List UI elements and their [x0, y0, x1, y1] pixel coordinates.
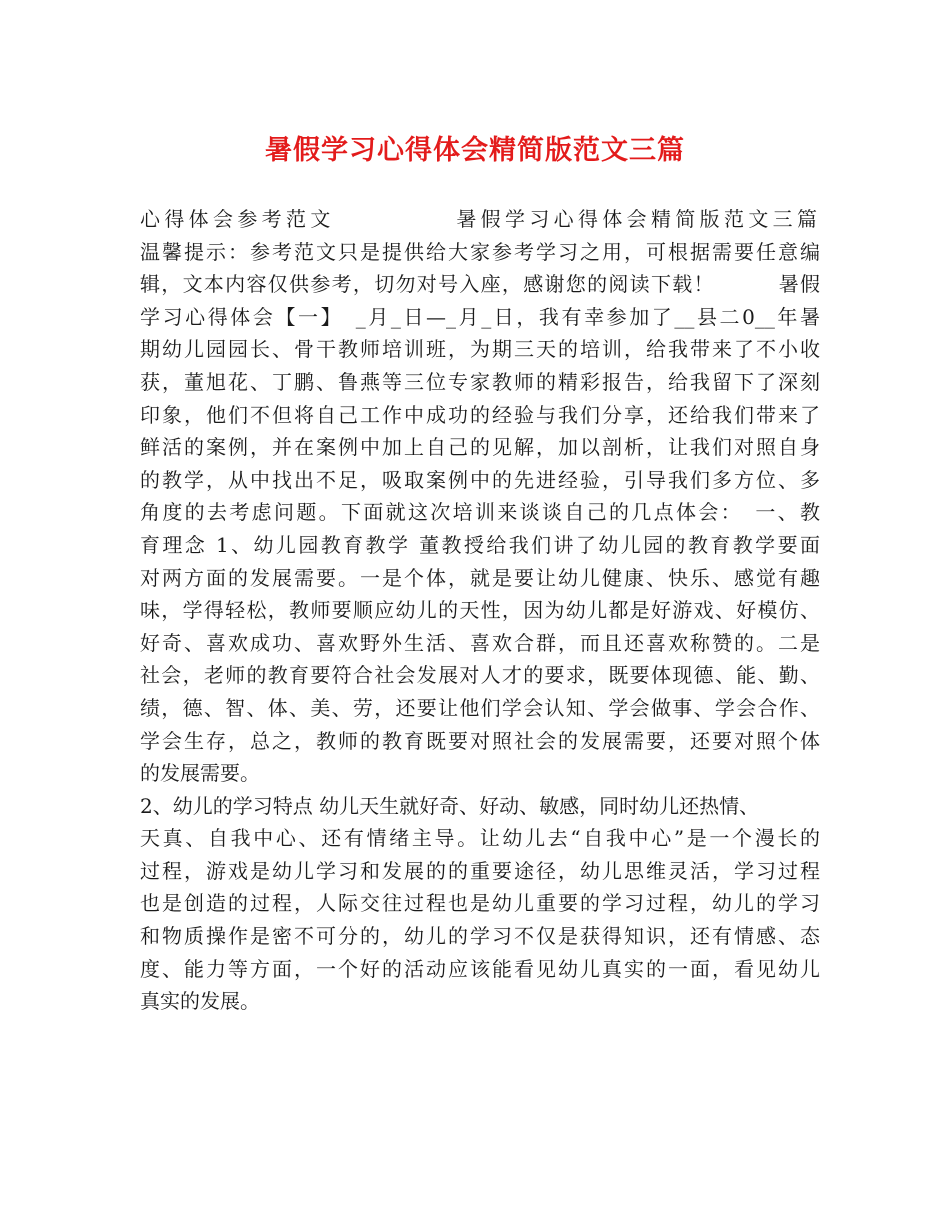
body-text-line: 过程，游戏是幼儿学习和发展的的重要途径，幼儿思维灵活，学习过程: [140, 858, 820, 883]
document-title: 暑假学习心得体会精简版范文三篇: [265, 135, 685, 166]
body-text-line: 育理念 1、幼儿园教育教学 董教授给我们讲了幼儿园的教育教学要面: [140, 532, 820, 557]
body-text-line: 真实的发展。: [140, 989, 260, 1014]
body-text-line: 对两方面的发展需要。一是个体，就是要让幼儿健康、快乐、感觉有趣: [140, 565, 820, 590]
body-text-line: 也是创造的过程，人际交往过程也是幼儿重要的学习过程，幼儿的学习: [140, 891, 820, 916]
body-text-line: 绩，德、智、体、美、劳，还要让他们学会认知、学会做事、学会合作、: [140, 695, 820, 720]
body-text-line: 期幼儿园园长、骨干教师培训班，为期三天的培训，给我带来了不小收: [140, 337, 820, 362]
body-text-line: 和物质操作是密不可分的，幼儿的学习不仅是获得知识，还有情感、态: [140, 924, 820, 949]
body-text-line: 辑，文本内容仅供参考，切勿对号入座，感谢您的阅读下载！ 暑假: [140, 272, 820, 297]
body-text-line: 获，董旭花、丁鹏、鲁燕等三位专家教师的精彩报告，给我留下了深刻: [140, 369, 820, 394]
body-text-line: 2、幼儿的学习特点 幼儿天生就好奇、好动、敏感，同时幼儿还热情、: [140, 793, 760, 818]
body-text-line: 印象，他们不但将自己工作中成功的经验与我们分享，还给我们带来了: [140, 402, 820, 427]
body-text-line: 好奇、喜欢成功、喜欢野外生活、喜欢合群，而且还喜欢称赞的。二是: [140, 630, 820, 655]
body-text-line: 社会，老师的教育要符合社会发展对人才的要求，既要体现德、能、勤、: [140, 663, 820, 688]
body-text-line: 学习心得体会【一】 _月_日—_月_日，我有幸参加了__县二0__年暑: [140, 304, 820, 329]
document-body: [140, 203, 820, 1018]
body-text-line: 角度的去考虑问题。下面就这次培训来谈谈自己的几点体会： 一、教: [140, 500, 820, 525]
body-text-line: 味，学得轻松，教师要顺应幼儿的天性，因为幼儿都是好游戏、好模仿、: [140, 598, 820, 623]
body-text-line: 心得体会参考范文 暑假学习心得体会精简版范文三篇: [140, 207, 820, 231]
body-text-line: 天真、自我中心、还有情绪主导。让幼儿去“自我中心”是一个漫长的: [140, 826, 820, 851]
body-text-line: 的发展需要。: [140, 761, 260, 786]
body-text-line: 度、能力等方面，一个好的活动应该能看见幼儿真实的一面，看见幼儿: [140, 956, 820, 981]
body-text-line: 的教学，从中找出不足，吸取案例中的先进经验，引导我们多方位、多: [140, 467, 820, 492]
body-text-line: 温馨提示：参考范文只是提供给大家参考学习之用，可根据需要任意编: [140, 239, 820, 264]
body-text-line: 学会生存，总之，教师的教育既要对照社会的发展需要，还要对照个体: [140, 728, 820, 753]
body-text-line: 鲜活的案例，并在案例中加上自己的见解，加以剖析，让我们对照自身: [140, 435, 820, 460]
